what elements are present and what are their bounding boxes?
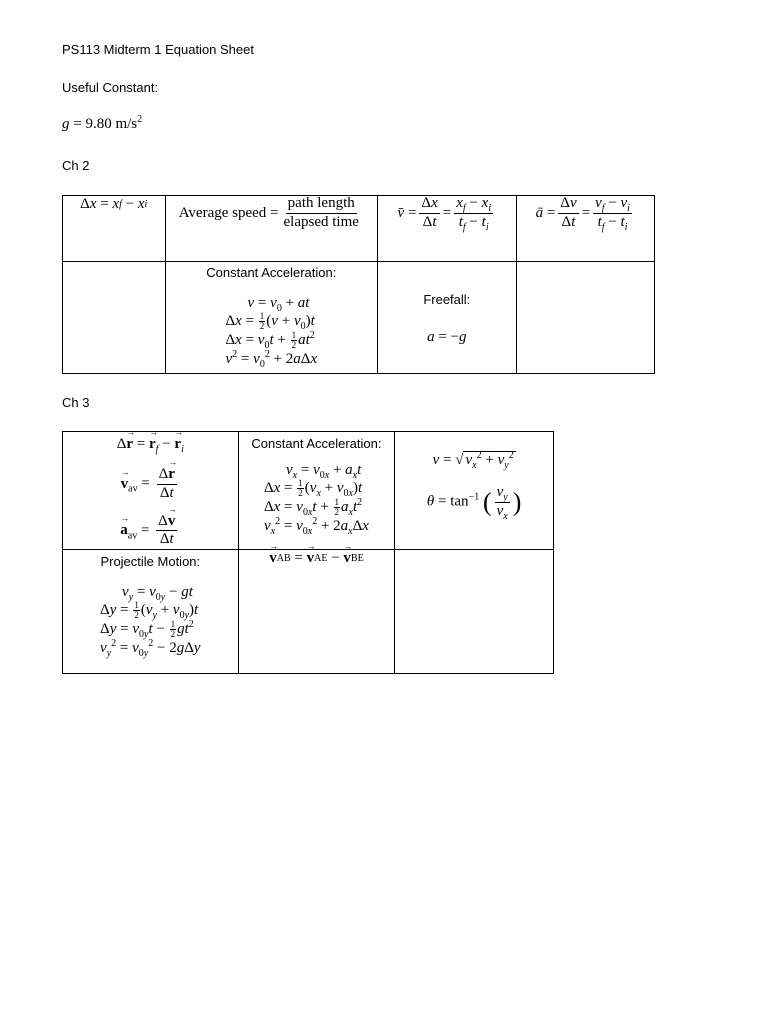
ch3-displacement-eq: Δ→ r = → $r_f$ − → $r_i$ (117, 436, 184, 453)
ch2-avg-accel-cell (516, 196, 654, 262)
ch3-heading: Ch 3 (62, 395, 90, 410)
ch2-heading: Ch 2 (62, 158, 90, 173)
ch2-const-accel-label: Constant Acceleration: (206, 265, 337, 280)
ch3-equation-table (62, 431, 554, 674)
average-speed-label: Average speed = (178, 204, 279, 221)
useful-constant-label: Useful Constant: (62, 80, 159, 95)
ch3-avg-velocity-eq: → $v_{av}$ = $\frac{\Delta\to r}{\Delta t}$ (121, 467, 180, 502)
ch3-avg-accel-eq: → $a_{av}$ = $\frac{\Delta\to v}{\Delta t}$ (120, 514, 180, 549)
ch3-const-accel-cell (238, 432, 395, 550)
ch2-freefall-label: Freefall: (423, 292, 471, 307)
average-speed-numerator: path length (286, 196, 357, 214)
page-title: PS113 Midterm 1 Equation Sheet (62, 42, 254, 57)
ch2-freefall-cell (378, 262, 516, 374)
ch2-empty-cell-1 (63, 262, 166, 374)
ch3-speed-eq: v = √ $v_x^2 + v_y^2$ (432, 450, 514, 471)
ch3-vectors-cell (63, 432, 239, 550)
ch3-speed-angle-cell (395, 432, 554, 550)
ch2-avg-velocity-eq: v̄ = $\frac{\Delta x}{\Delta t}$ = $\frac{x_f - x_i}{t_f - t_i}$ (397, 195, 492, 233)
ch3-const-accel-label: Constant Acceleration: (251, 436, 382, 451)
ch3-empty-cell (395, 550, 554, 674)
ch2-avg-velocity-cell (378, 196, 516, 262)
ch2-avg-accel-eq: ā = $\frac{\Delta v}{\Delta t}$ = $\frac{v_f - v_i}{t_f - t_i}$ (535, 195, 630, 233)
ch3-const-accel-eqs: $v_x = v_{0x} + a_xt$ Δx = $\frac{1}{2}$ $(v_x + v_{0x})t$ $\Delta x = v_{0x}t$ + $\frac{1}{2}$ $a_xt^2$ $v_x^2 = v_{0x}^2 + 2a_x\Delta x$ (263, 462, 369, 538)
gravity-constant: g = 9.80 $m/s^2$ (62, 114, 143, 132)
ch3-projectile-label: Projectile Motion: (100, 554, 201, 569)
ch3-relative-velocity-eq: → v AB = → v AE − → v BE (239, 550, 395, 567)
ch2-average-speed-eq (166, 196, 378, 231)
ch2-const-accel-eqs: $v = v_0$ + at Δx = $\frac{1}{2}$ $(v + v_0)t$ $\Delta x = v_0t$ + $\frac{1}{2}$ $at^2$ $v^2 = v_0^2 + 2a\Delta x$ (225, 295, 318, 371)
ch3-projectile-cell (63, 550, 239, 674)
ch2-empty-cell-2 (516, 262, 654, 374)
ch3-angle-eq: $\theta = \tan^{-1}$ ( $\frac{v_y}{v_x}$ ) (426, 484, 522, 522)
ch2-displacement-eq: Δ x = x f − x i (80, 196, 148, 212)
average-speed-denominator: elapsed time (283, 213, 359, 230)
ch2-const-accel-cell (165, 262, 378, 374)
ch2-displacement-cell (63, 196, 166, 262)
ch2-equation-table (62, 195, 655, 374)
ch3-projectile-eqs: $v_y = v_{0y}$ − gt Δy = $\frac{1}{2}$ $(v_y + v_{0y})t$ $\Delta y = v_{0y}t$ − $\frac{1}{2}$ $gt^2$ $v_y^2 = v_{0y}^2 - 2g\Delta y$ (100, 584, 201, 660)
ch2-freefall-eq: a = −g (427, 329, 467, 345)
ch3-relative-velocity-cell (238, 550, 395, 674)
ch2-average-speed-cell (165, 196, 378, 262)
